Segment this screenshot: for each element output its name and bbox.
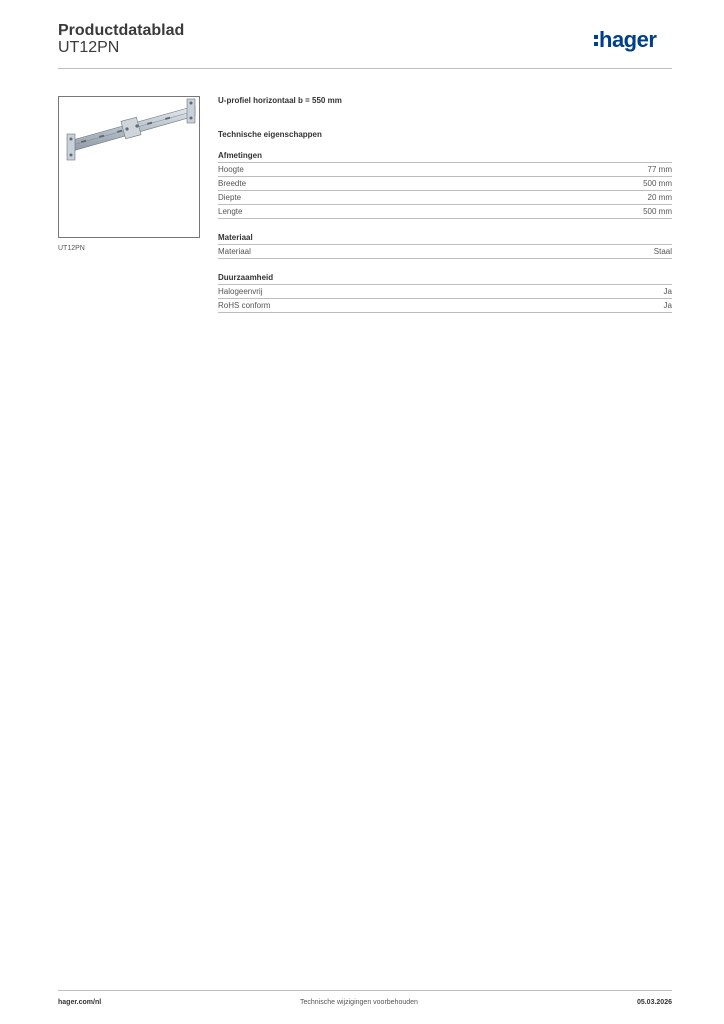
spec-label: Materiaal	[218, 247, 251, 256]
spec-value: Staal	[653, 247, 672, 256]
spec-value: Ja	[663, 301, 672, 310]
spec-content	[218, 96, 672, 313]
spec-label: Lengte	[218, 207, 243, 216]
logo-colon-icon	[594, 28, 598, 46]
header-divider	[58, 68, 672, 69]
spec-label: Diepte	[218, 193, 242, 202]
spec-value: 500 mm	[643, 179, 672, 188]
header-title: Productdatablad	[58, 22, 185, 39]
u-profile-rail-icon	[59, 97, 199, 237]
spec-label: Breedte	[218, 179, 247, 188]
footer-date: 05.03.2026	[636, 999, 672, 1006]
spec-label: Hoogte	[218, 165, 244, 174]
spec-row	[218, 299, 672, 313]
image-caption: UT12PN	[58, 245, 85, 252]
product-code: UT12PN	[58, 39, 120, 56]
spec-row	[218, 285, 672, 299]
spec-row	[218, 177, 672, 191]
footer-divider	[58, 990, 672, 991]
spec-row	[218, 205, 672, 219]
spec-label: Halogeenvrij	[218, 287, 263, 296]
spec-value: Ja	[663, 287, 672, 296]
product-description: U-profiel horizontaal b = 550 mm	[218, 96, 342, 105]
spec-value: 77 mm	[647, 165, 672, 174]
spec-label: RoHS conform	[218, 301, 271, 310]
section-durability-heading: Duurzaamheid	[218, 273, 672, 285]
spec-row	[218, 163, 672, 177]
section-material-heading: Materiaal	[218, 233, 672, 245]
footer-website-link[interactable]: hager.com/nl	[58, 999, 102, 1006]
spec-row	[218, 191, 672, 205]
product-image	[58, 96, 200, 238]
spec-value: 500 mm	[643, 207, 672, 216]
footer-disclaimer: Technische wijzigingen voorbehouden	[300, 999, 418, 1006]
section-dimensions-heading: Afmetingen	[218, 151, 672, 163]
hager-logo	[594, 28, 656, 52]
logo-text: hager	[599, 27, 657, 52]
spec-value: 20 mm	[647, 193, 672, 202]
specs-heading: Technische eigenschappen	[218, 130, 322, 139]
spec-row	[218, 245, 672, 259]
